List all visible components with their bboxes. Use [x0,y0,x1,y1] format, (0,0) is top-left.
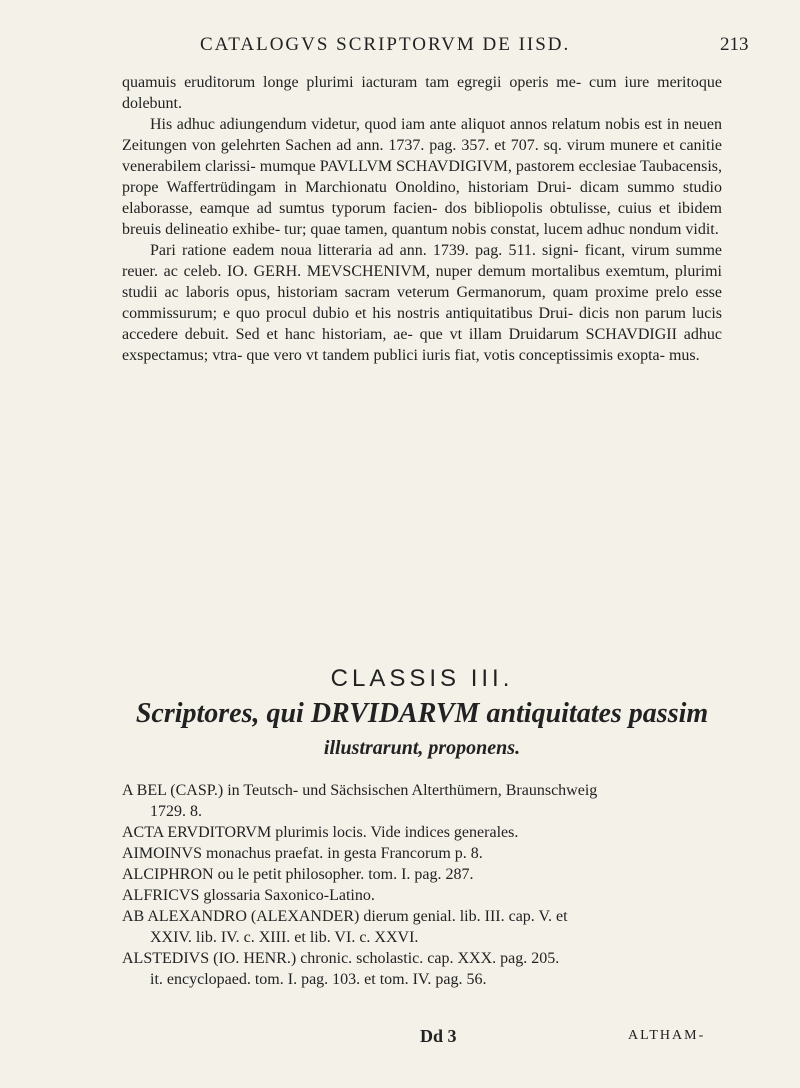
entry-acta [122,822,722,843]
entry-acta-line: ACTA ERVDITORVM plurimis locis. Vide indices generales. [122,824,519,841]
entry-aimoinus [122,843,722,864]
entry-abel-line: A BEL (CASP.) in Teutsch- und Sächsischen Alterthümern, Braunschweig [122,782,598,799]
section-subheading: illustrarunt, proponens. [323,737,521,759]
entry-alfricus-line: ALFRICVS glossaria Saxonico-Latino. [122,887,375,904]
entry-alciphron-line: ALCIPHRON ou le petit philosopher. tom. I. pag. 287. [122,866,474,883]
entry-abel-cont: 1729. 8. [150,803,202,820]
paragraph-3: Pari ratione eadem noua litteraria ad ann. 1739. pag. 511. signi- ficant, virum summe reuer. ac celeb. IO. GERH. MEVSCHENIVM, nuper demum mortalibus exemtum, plurimi studii ac laboris opus, historiam sacram veterum Germanorum, quam proxime prelo esse commissurum; e quo procul dubio et his nostris antiquitatibus Drui- dicis non parum lucis accedere debuit. Sed et hanc historiam, ae- que vt illam Druidarum SCHAVDIGII adhuc exspectamus; vtra- que vero vt tandem publici iuris fiat, votis conceptissimis exopta- mus. [122,242,722,364]
entries-list [122,780,722,990]
paragraph-2: His adhuc adiungendum videtur, quod iam ante aliquot annos relatum nobis est in neuen Zeitungen von gelehrten Sachen ad ann. 1737. pag. 357. et 707. sq. virum munere et canitie venerabilem clarissi- mumque PAVLLVM SCHAVDIGIVM, pastorem ecclesiae Taubacensis, prope Waffertrüdingam in Marchionatu Onoldino, historiam Drui- dicam summo studio elaborasse, eamque ad sumtus typorum facien- dos bibliopolis obtulisse, cuius et ibidem breuis delineatio exhibe- tur; quae tamen, quantum nobis constat, lucem adhuc nondum vidit. [122,116,722,238]
paragraph-1: quamuis eruditorum longe plurimi iacturam tam egregii operis me- cum iure meritoque dolebunt. [122,74,722,112]
section-heading: Scriptores, qui DRVIDARVM antiquitates passim [135,698,709,729]
page-number: 213 [720,34,749,55]
entry-alciphron [122,864,722,885]
entry-aimoinus-line: AIMOINVS monachus praefat. in gesta Francorum p. 8. [122,845,483,862]
entry-alexander [122,906,722,948]
entry-alstedius [122,948,722,990]
body-text [122,72,722,366]
classis-heading: CLASSIS III. [330,665,514,692]
entry-alstedius-line: ALSTEDIVS (IO. HENR.) chronic. scholastic. cap. XXX. pag. 205. [122,950,560,967]
catchword: ALTHAM- [628,1028,706,1043]
signature-mark: Dd 3 [420,1026,457,1046]
running-head: CATALOGVS SCRIPTORVM DE IISD. [200,34,571,55]
entry-alexander-cont: XXIV. lib. IV. c. XIII. et lib. VI. c. XXVI. [150,929,419,946]
entry-abel [122,780,722,822]
entry-alstedius-cont: it. encyclopaed. tom. I. pag. 103. et tom. IV. pag. 56. [150,971,487,988]
entry-alfricus [122,885,722,906]
entry-alexander-line: AB ALEXANDRO (ALEXANDER) dierum genial. lib. III. cap. V. et [122,908,568,925]
